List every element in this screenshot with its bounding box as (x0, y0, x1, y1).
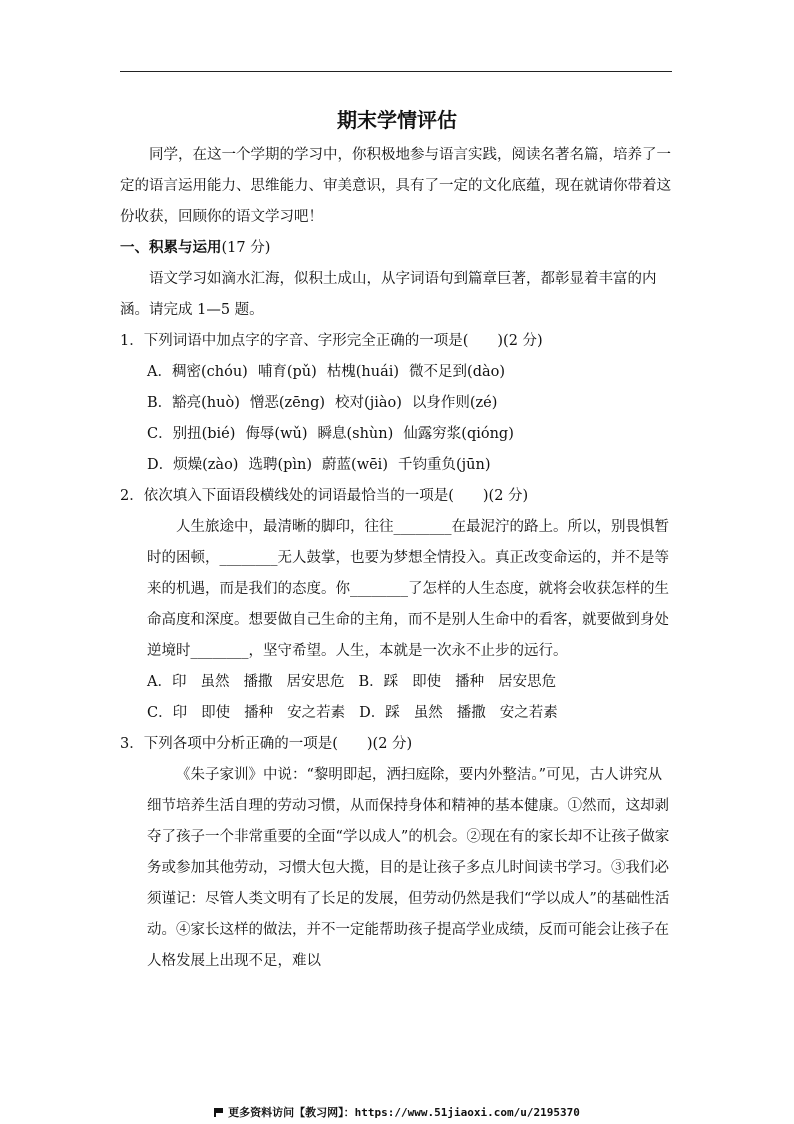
option-word: A．印 (147, 674, 187, 690)
option-row (120, 388, 672, 419)
option-word: 哺育(pǔ) (257, 364, 317, 380)
option-word: 安之若素 (499, 705, 558, 721)
question-2-passage: 人生旅途中，最清晰的脚印，往往________在最泥泞的路上。所以，别畏惧暂时的困顿，________无人鼓掌，也要为梦想全情投入。真正改变命运的，并不是等来的机遇，而是我们的态度。你________了怎样的人生态度，就将会收获怎样的生命高度和深度。想要做自己生命的主角，而不是别人生命中的看客，就要做到身处逆境时________，坚守希望。人生，本就是一次永不止步的远行。 (147, 519, 669, 659)
option-word: 播撒 (456, 705, 486, 721)
option-word: 侮辱(wǔ) (245, 426, 308, 442)
footer-text[interactable]: 更多资料访问【教习网】：https://www.51jiaoxi.com/u/2195370 (228, 1106, 580, 1119)
section-heading (120, 233, 672, 264)
option-word: 播种 (455, 674, 485, 690)
option-row (120, 667, 672, 698)
intro-paragraph: 同学，在这一个学期的学习中，你积极地参与语言实践，阅读名著名篇，培养了一定的语言运用能力、思维能力、审美意识，具有了一定的文化底蕴，现在就请你带着这份收获，回顾你的语文学习吧！ (120, 147, 671, 225)
option-word: B．豁亮(huò) (147, 395, 240, 411)
section-points: (17 分) (221, 240, 271, 256)
question-2-stem: 2．依次填入下面语段横线处的词语最恰当的一项是( )(2 分) (120, 488, 529, 504)
option-word: B．踩 (358, 674, 399, 690)
option-row (120, 357, 672, 388)
option-word: 以身作则(zé) (411, 395, 498, 411)
page-title: 期末学情评估 (337, 108, 457, 132)
option-word: 即使 (201, 705, 231, 721)
option-word: 千钧重负(jūn) (397, 457, 491, 473)
option-word: 播种 (244, 705, 274, 721)
option-word: 播撒 (243, 674, 273, 690)
option-word: 微不足到(dào) (409, 364, 506, 380)
question-3-passage: 《朱子家训》中说：“黎明即起，洒扫庭除，要内外整洁。”可见，古人讲究从细节培养生活自理的劳动习惯，从而保持身体和精神的基本健康。①然而，这却剥夺了孩子一个非常重要的全面“学以成人”的机会。②现在有的家长却不让孩子做家务或参加其他劳动，习惯大包大揽，目的是让孩子多点儿时间读书学习。③我们必须谨记：尽管人类文明有了长足的发展，但劳动仍然是我们“学以成人”的基础性活动。④家长这样的做法，并不一定能帮助孩子提高学业成绩，反而可能会让孩子在人格发展上出现不足，难以 (147, 767, 670, 969)
option-word: 即使 (412, 674, 442, 690)
option-word: D．烦燥(zào) (147, 457, 239, 473)
header-rule (120, 71, 672, 72)
option-word: 仙露穷浆(qióng) (403, 426, 514, 442)
option-row (120, 419, 672, 450)
option-word: A．稠密(chóu) (147, 364, 248, 380)
option-row (120, 450, 672, 481)
section-lead: 语文学习如滴水汇海，似积土成山，从字词语句到篇章巨著，都彰显着丰富的内涵。请完成 1—5 题。 (120, 271, 657, 318)
question-3-stem: 3．下列各项中分析正确的一项是( )(2 分) (120, 736, 413, 752)
option-row (120, 698, 672, 729)
option-word: D．踩 (359, 705, 400, 721)
option-word: 居安思危 (286, 674, 345, 690)
option-word: 虽然 (200, 674, 230, 690)
question-2-options (120, 667, 672, 729)
question-1-stem: 1．下列词语中加点字的字音、字形完全正确的一项是( )(2 分) (120, 333, 543, 349)
option-word: 校对(jiào) (335, 395, 402, 411)
option-word: 枯槐(huái) (326, 364, 400, 380)
option-word: 居安思危 (498, 674, 557, 690)
option-word: C．别扭(bié) (147, 426, 236, 442)
option-word: 选聘(pìn) (248, 457, 313, 473)
section-title: 一、积累与运用 (120, 240, 222, 256)
footer-link[interactable] (0, 1104, 794, 1120)
option-word: C．印 (147, 705, 188, 721)
question-1-options (120, 357, 672, 481)
option-word: 蔚蓝(wēi) (322, 457, 388, 473)
option-word: 安之若素 (287, 705, 346, 721)
option-word: 憎恶(zēng) (249, 395, 326, 411)
option-word: 虽然 (413, 705, 443, 721)
document-body (120, 140, 672, 977)
flag-icon (214, 1108, 224, 1117)
option-word: 瞬息(shùn) (317, 426, 394, 442)
